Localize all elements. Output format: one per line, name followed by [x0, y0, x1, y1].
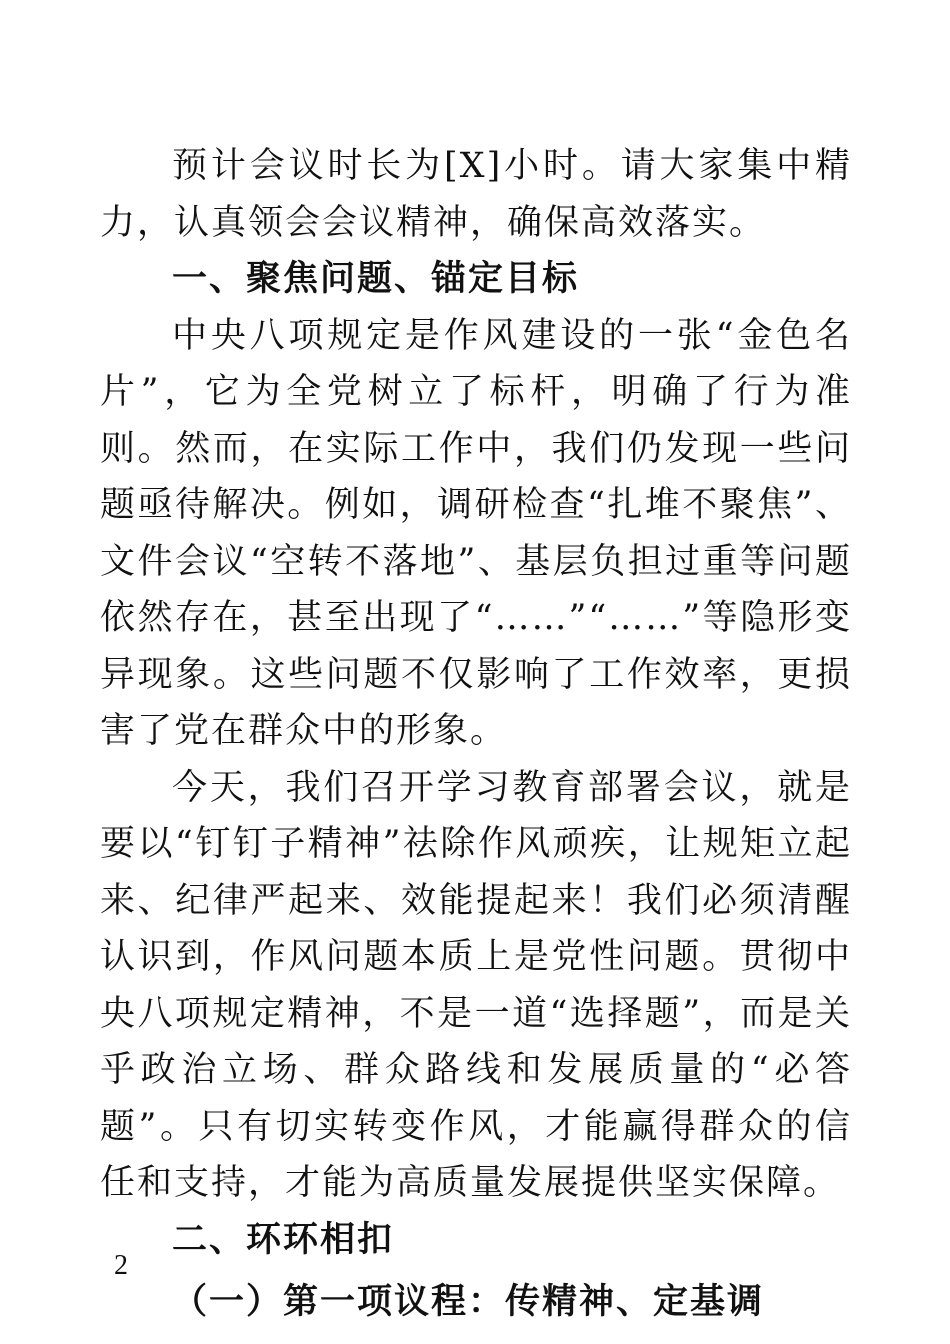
paragraph-eight-rules: 中央八项规定是作风建设的一张“金色名片”，它为全党树立了标杆，明确了行为准则。然而，在实际工作中，我们仍发现一些问题亟待解决。例如，调研检查“扎堆不聚焦”、文件会议“空转不落地”、基层负担过重等问题依然存在，甚至出现了“……”“……”等隐形变异现象。这些问题不仅影响了工作效率，更损害了党在群众中的形象。 — [100, 315, 852, 751]
paragraph-deployment-meeting: 今天，我们召开学习教育部署会议，就是要以“钉钉子精神”祛除作风顽疾，让规矩立起来、纪律严起来、效能提起来！我们必须清醒认识到，作风问题本质上是党性问题。贯彻中央八项规定精神，不是一道“选择题”，而是关乎政治立场、群众路线和发展质量的“必答题”。只有切实转变作风，才能赢得群众的信任和支持，才能为高质量发展提供坚实保障。 — [100, 767, 852, 1203]
paragraph-meeting-duration: 预计会议时长为[X]小时。请大家集中精力，认真领会会议精神，确保高效落实。 — [100, 146, 852, 243]
section-heading-1: 一、聚焦问题、锚定目标 — [172, 259, 580, 299]
section-heading-2: 二、环环相扣 — [172, 1219, 395, 1260]
subsection-heading-1: （一）第一项议程：传精神、定基调 — [172, 1282, 765, 1322]
document-body — [100, 138, 852, 1331]
page-number: 2 — [114, 1250, 128, 1281]
